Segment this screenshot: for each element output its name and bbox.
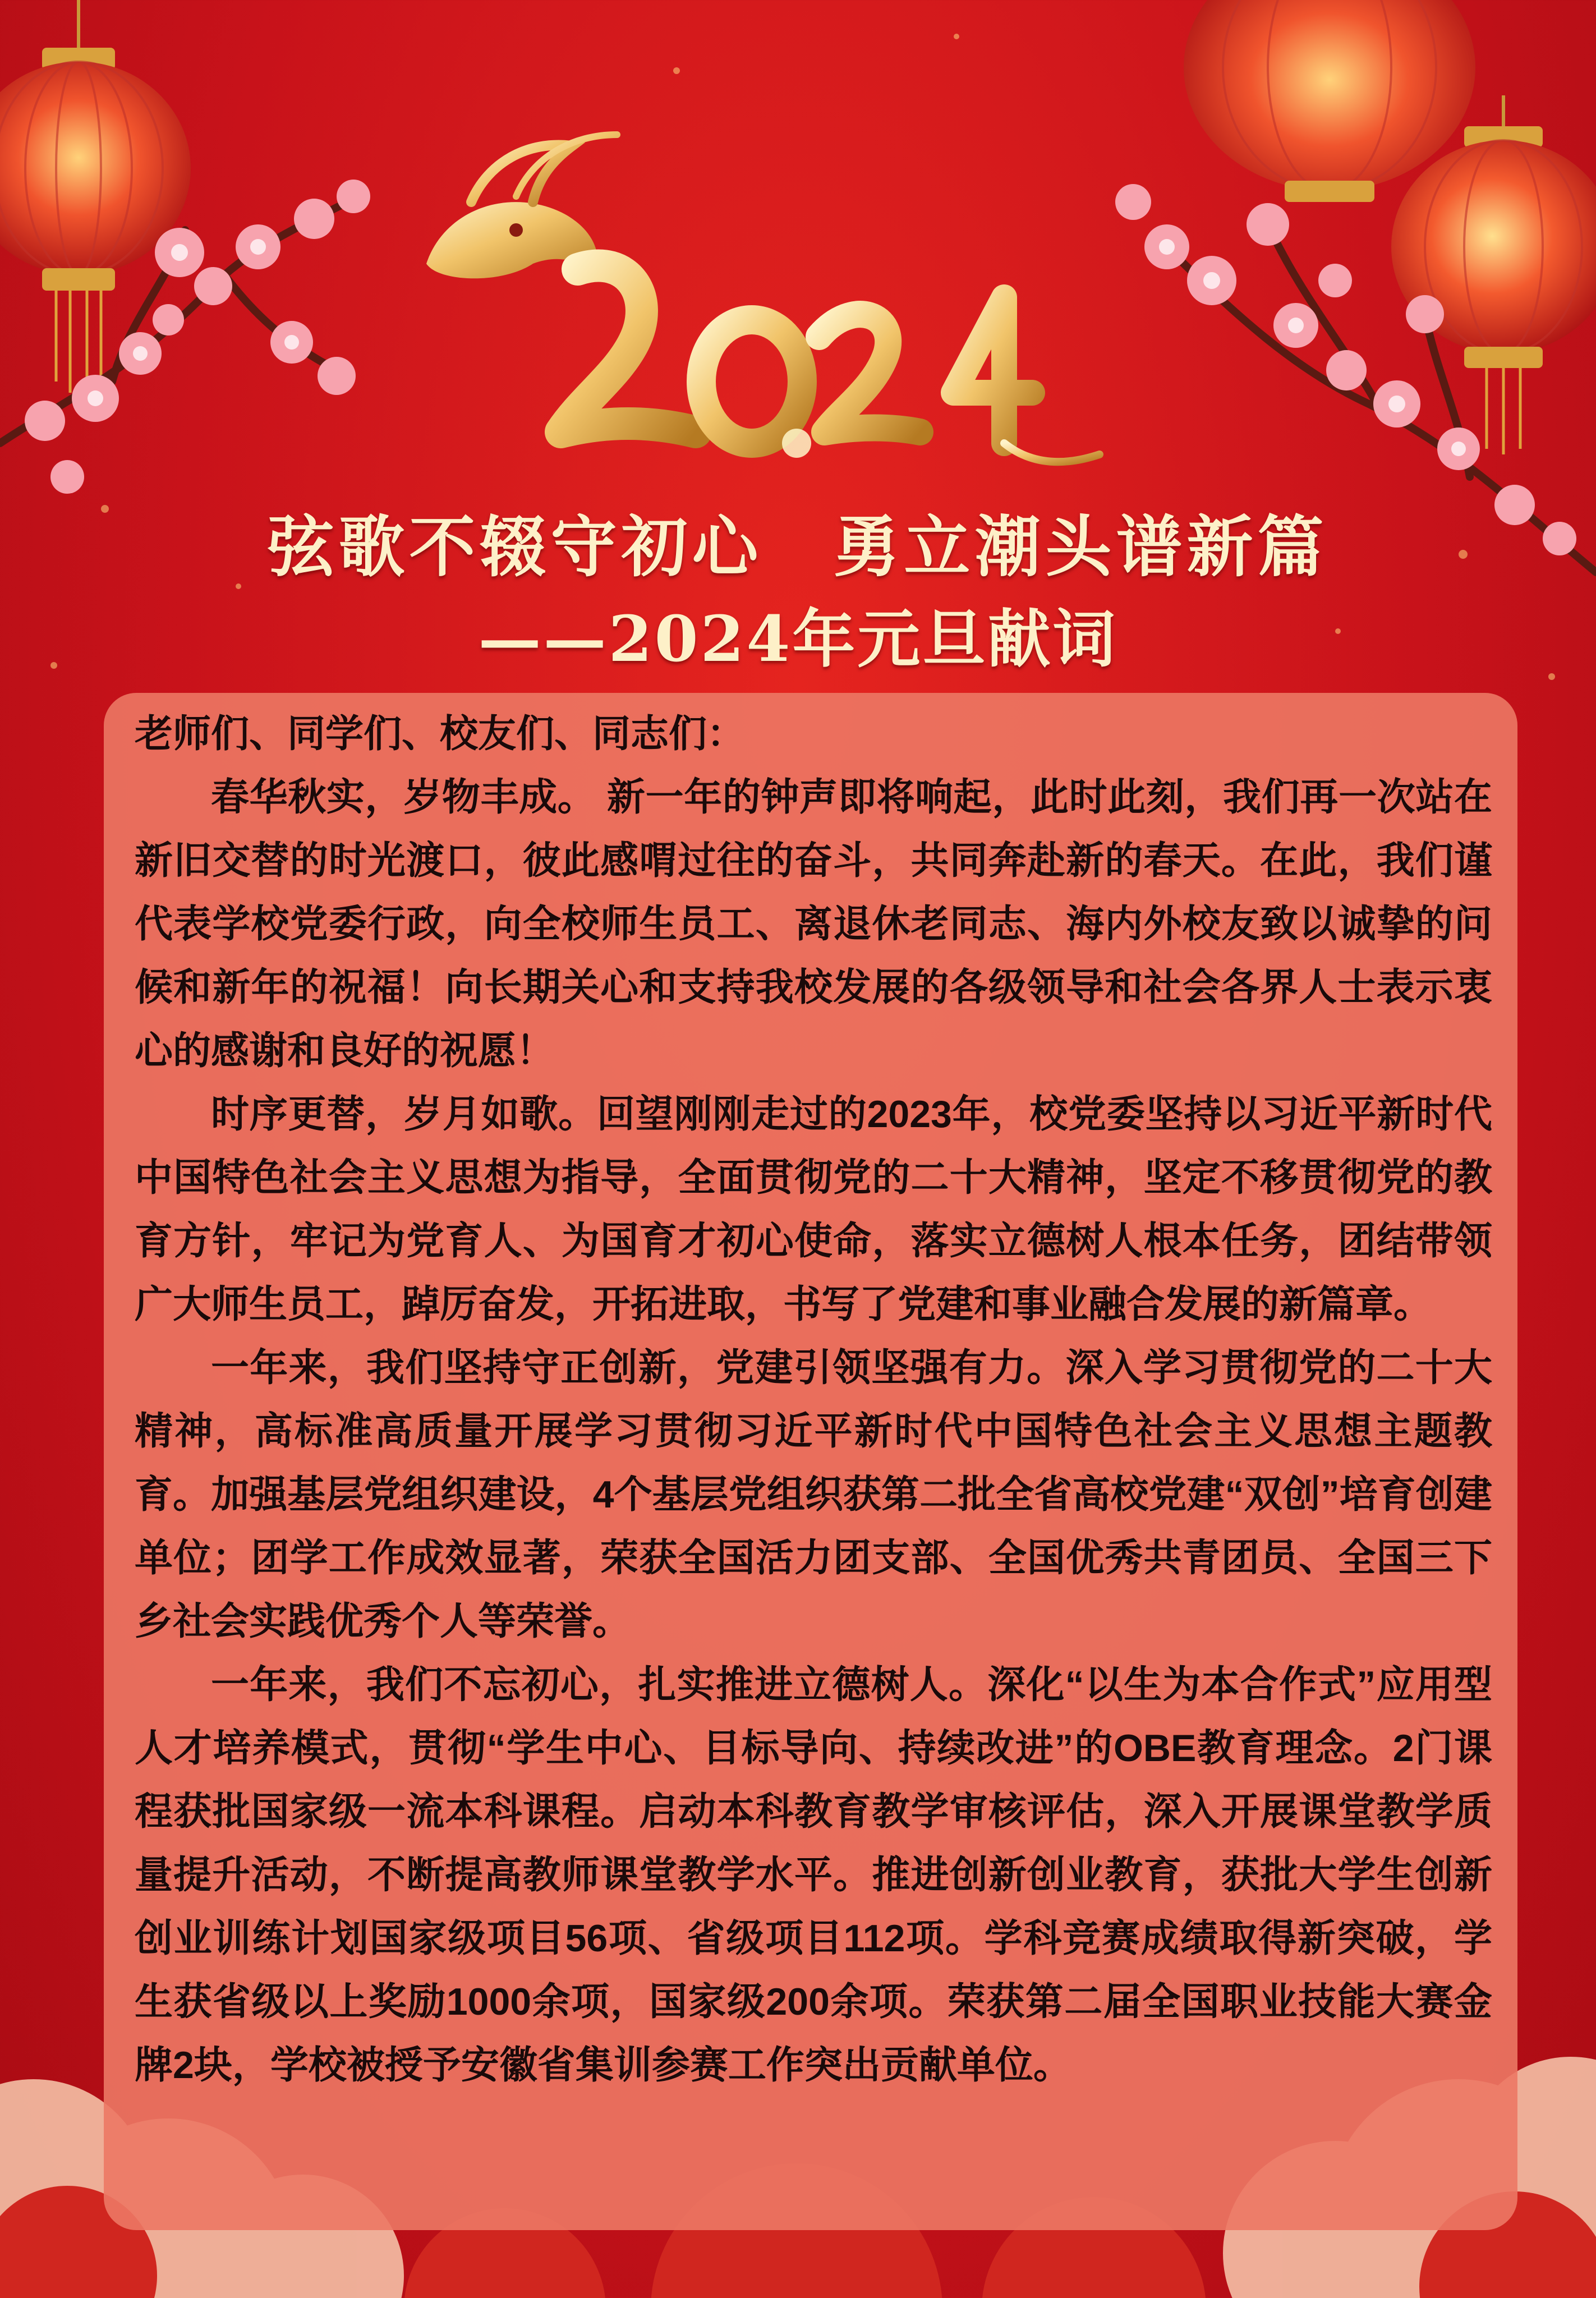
letter-paragraph: 春华秋实，岁物丰成。 新一年的钟声即将响起，此时此刻，我们再一次站在新旧交替的时光渡口，彼此感喟过往的奋斗，共同奔赴新的春天。在此，我们谨代表学校党委行政，向全校师生员工、离退休老同志、海内外校友致以诚挚的问候和新年的祝福！向长期关心和支持我校发展的各级领导和社会各界人士表示衷心的感谢和良好的祝愿！ — [135, 776, 1492, 1072]
dragon-2024-graphic — [393, 129, 1122, 477]
page-subtitle: ——2024年元旦献词 — [478, 603, 1118, 676]
letter-paragraph: 一年来，我们不忘初心，扎实推进立德树人。深化“以生为本合作式”应用型人才培养模式，贯彻“学生中心、目标导向、持续改进”的OBE教育理念。2门课程获批国家级一流本科课程。启动本科教育教学审核评估，深入开展课堂教学质量提升活动，不断提高教师课堂教学水平。推进创新创业教育，获批大学生创新创业训练计划国家级项目56项、省级项目112项。学科竞赛成绩取得新突破，学生获省级以上奖励1000余项，国家级200余项。荣获第二届全国职业技能大赛金牌2块，学校被授予安徽省集训参赛工作突出贡献单位。 — [135, 1663, 1492, 2086]
letter-paragraph: 一年来，我们坚持守正创新，党建引领坚强有力。深入学习贯彻党的二十大精神，高标准高质量开展学习贯彻习近平新时代中国特色社会主义思想主题教育。加强基层党组织建设，4个基层党组织获第二批全省高校党建“双创”培育创建单位；团学工作成效显著，荣获全国活力团支部、全国优秀共青团员、全国三下乡社会实践优秀个人等荣誉。 — [135, 1346, 1492, 1643]
letter-greeting: 老师们、同学们、校友们、同志们： — [135, 713, 746, 755]
letter-body — [135, 702, 1492, 2097]
plum-blossom-icon — [0, 84, 393, 533]
page-title: 弦歌不辍守初心 勇立潮头谱新篇 — [268, 508, 1328, 586]
letter-paragraph: 时序更替，岁月如歌。回望刚刚走过的2023年，校党委坚持以习近平新时代中国特色社会主义思想为指导，全面贯彻党的二十大精神，坚定不移贯彻党的教育方针，牢记为党育人、为国育才初心使命，落实立德树人根本任务，团结带领广大师生员工，踔厉奋发，开拓进取，书写了党建和事业融合发展的新篇章。 — [135, 1093, 1492, 1326]
